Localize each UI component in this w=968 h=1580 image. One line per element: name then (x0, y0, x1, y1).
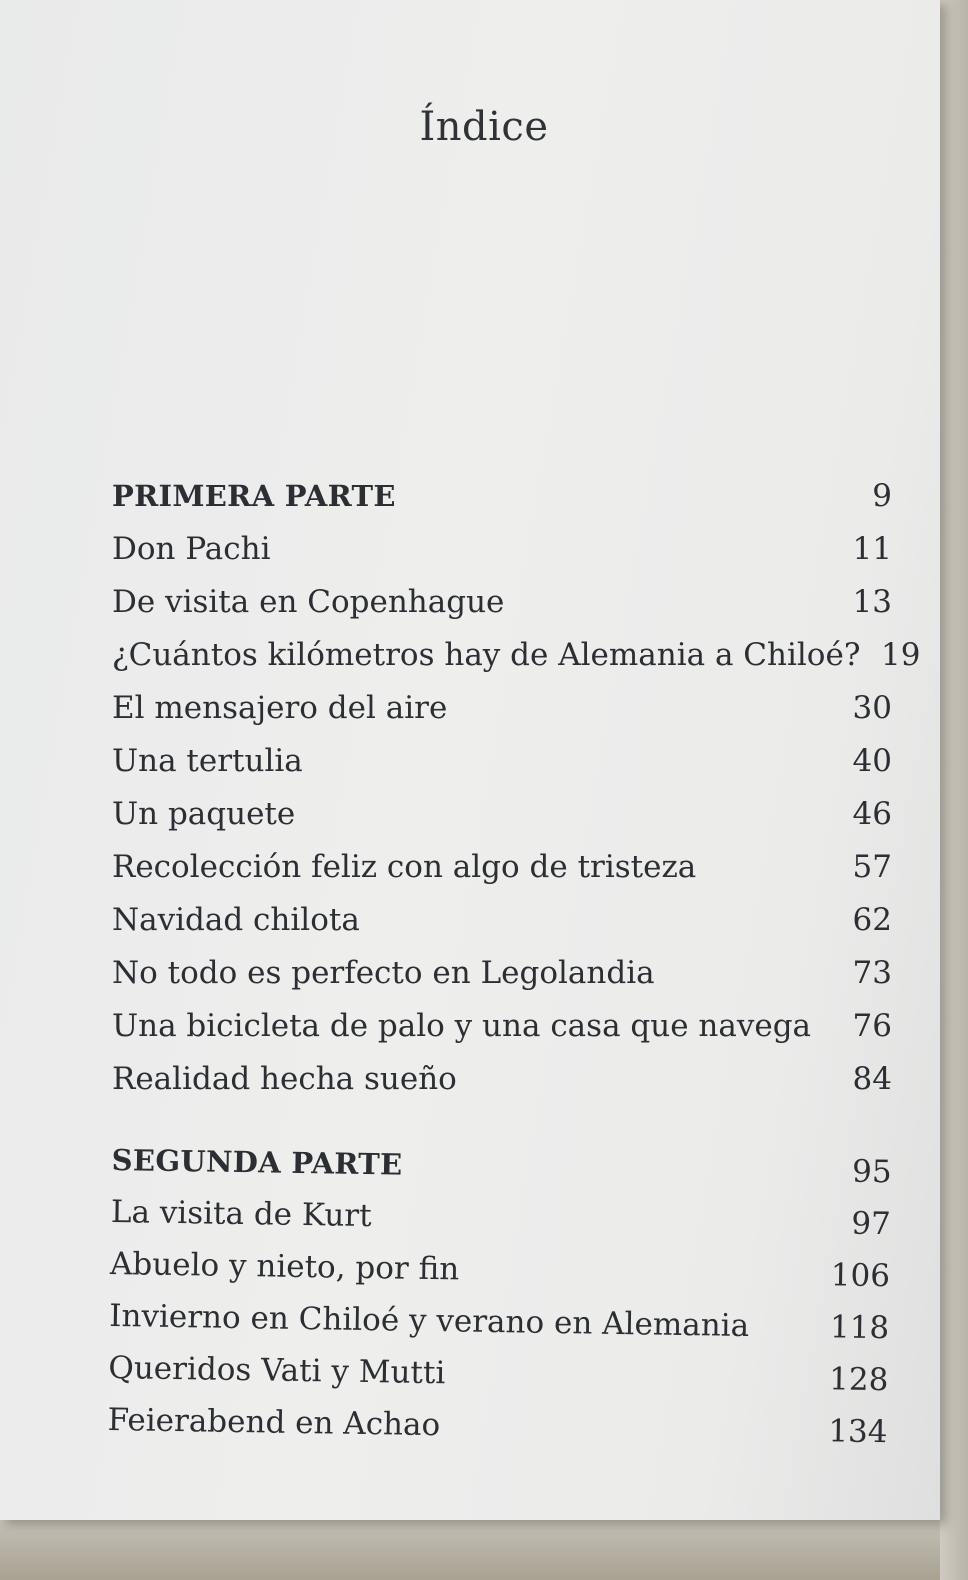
entry-title: Don Pachi (112, 531, 271, 567)
page-number: 97 (851, 1205, 892, 1243)
part-heading-row (112, 478, 892, 531)
page-number: 9 (872, 478, 892, 514)
entry-title: Una tertulia (112, 743, 303, 779)
page-number: 95 (851, 1153, 892, 1191)
toc-entry (112, 955, 892, 1008)
part-heading: SEGUNDA PARTE (111, 1142, 403, 1182)
part-one-section (112, 478, 921, 1114)
page-number: 134 (828, 1413, 888, 1451)
page-number: 11 (852, 531, 892, 567)
page-number: 46 (852, 796, 892, 832)
toc-entry (112, 743, 892, 796)
page-number: 118 (829, 1309, 890, 1347)
toc-entry (112, 1008, 892, 1061)
entry-title: Queridos Vati y Mutti (108, 1349, 446, 1392)
entry-title: Recolección feliz con algo de tristeza (112, 849, 697, 885)
toc-entry (112, 849, 892, 902)
entry-title: No todo es perfecto en Legolandia (112, 955, 655, 991)
book-lower-edge (0, 1520, 968, 1580)
page-number: 84 (852, 1061, 892, 1097)
entry-title: Realidad hecha sueño (112, 1061, 457, 1097)
toc-entry (112, 690, 892, 743)
book-page-edge (940, 0, 968, 1580)
entry-title: De visita en Copenhague (112, 584, 505, 620)
page-number: 76 (852, 1008, 892, 1044)
page-number: 62 (852, 902, 892, 938)
page-number: 128 (828, 1361, 889, 1399)
page-number: 19 (880, 637, 921, 673)
entry-title: ¿Cuántos kilómetros hay de Alemania a Chiloé? (112, 637, 861, 673)
page-number: 30 (852, 690, 892, 726)
part-two-section (107, 1142, 892, 1466)
entry-title: Invierno en Chiloé y verano en Alemania (108, 1297, 750, 1345)
entry-title: Una bicicleta de palo y una casa que navega (112, 1008, 812, 1044)
entry-title: Navidad chilota (112, 902, 360, 938)
page-number: 40 (852, 743, 892, 779)
toc-entry (112, 1061, 892, 1114)
toc-entry (112, 796, 892, 849)
page-number: 13 (852, 584, 892, 620)
index-title: Índice (419, 104, 549, 150)
page-number: 57 (852, 849, 892, 885)
toc-entry (112, 584, 892, 637)
entry-title: La visita de Kurt (110, 1193, 372, 1235)
toc-entry (112, 637, 921, 690)
entry-title: Abuelo y nieto, por fin (109, 1245, 460, 1288)
part-heading: PRIMERA PARTE (112, 479, 396, 513)
page-number: 73 (852, 955, 892, 991)
toc-entry (112, 531, 892, 584)
entry-title: Un paquete (112, 796, 296, 832)
entry-title: El mensajero del aire (112, 690, 448, 726)
toc-entry (112, 902, 892, 955)
toc-entry (107, 1402, 888, 1466)
entry-title: Feierabend en Achao (107, 1401, 441, 1444)
page-number: 106 (830, 1257, 891, 1295)
